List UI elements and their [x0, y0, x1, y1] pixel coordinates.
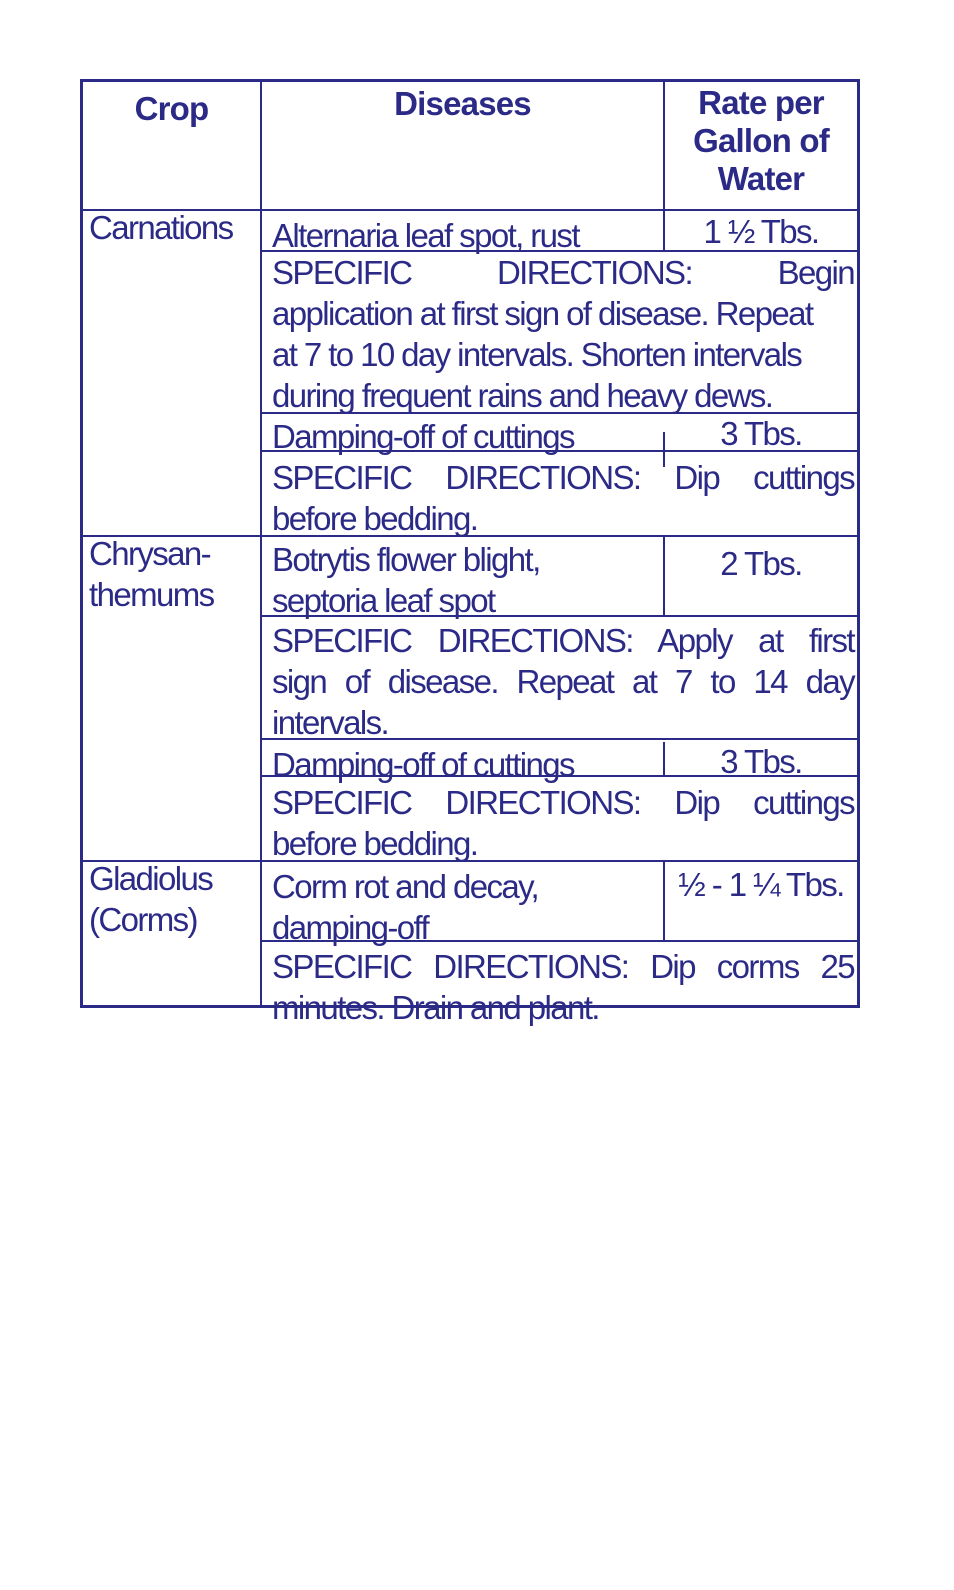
- rate-value: 1 ½ Tbs.: [703, 213, 819, 250]
- crop-name: Carnations: [89, 209, 233, 246]
- header-crop: Crop: [134, 90, 209, 127]
- specific-directions: SPECIFIC DIRECTIONS: Begin application at first sign of disease. Repeat at 7 to 10 day intervals. Shorten intervals during frequent rains and heavy dews.: [272, 254, 854, 414]
- disease-name: Damping-off of cuttings: [272, 746, 574, 783]
- crop-name: Chrysan- themums: [89, 535, 214, 613]
- disease-name: Damping-off of cuttings: [272, 418, 574, 455]
- application-rate-table: [80, 79, 860, 1026]
- specific-directions: SPECIFIC DIRECTIONS: Dip cuttings before bedding.: [272, 459, 854, 537]
- rate-value: 3 Tbs.: [720, 415, 802, 452]
- specific-directions: SPECIFIC DIRECTIONS: Apply at first sign of disease. Repeat at 7 to 14 day intervals.: [272, 622, 854, 741]
- header-diseases: Diseases: [394, 85, 531, 122]
- crop-name: Gladiolus (Corms): [89, 860, 213, 938]
- disease-name: Alternaria leaf spot, rust: [272, 217, 579, 254]
- specific-directions: SPECIFIC DIRECTIONS: Dip cuttings before bedding.: [272, 784, 854, 862]
- rate-value: 3 Tbs.: [720, 743, 802, 780]
- header-rate: Rate per Gallon of Water: [693, 84, 829, 197]
- column-divider-crop: [260, 82, 262, 1008]
- rate-value: 2 Tbs.: [720, 545, 802, 582]
- disease-name: Botrytis flower blight, septoria leaf spot: [272, 541, 540, 619]
- disease-name: Corm rot and decay, damping-off: [272, 868, 539, 946]
- rate-value: ½ - 1 ¼ Tbs.: [678, 866, 844, 903]
- specific-directions: SPECIFIC DIRECTIONS: Dip corms 25 minutes. Drain and plant.: [272, 948, 854, 1026]
